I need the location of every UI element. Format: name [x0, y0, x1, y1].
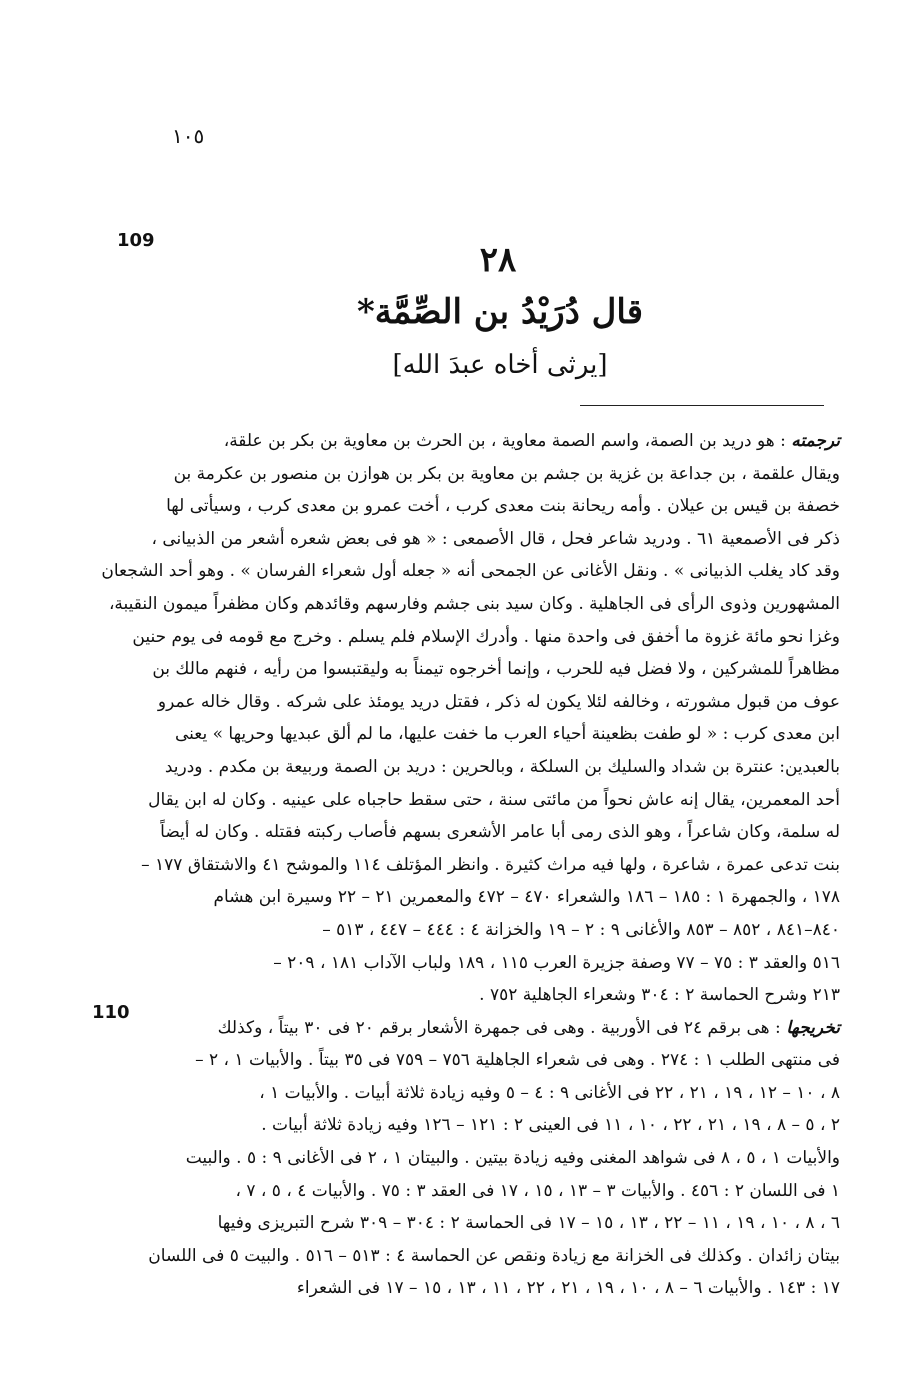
footnote-text: مظاهراً للمشركين ، ولا فضل فيه للحرب ، وإنما أخرجوه تيمناً به وليقتبسوا من رأيه ، فنهم مالك بن	[152, 659, 840, 680]
footnote-text: ابن معدى كرب : « لو طفت بظعينة أحياء العرب ما خفت عليها، ما لم ألق عبديها وحريها » يعنى	[174, 724, 840, 745]
footnote-line	[150, 686, 840, 719]
footnote-line	[150, 914, 840, 947]
footnote-line	[150, 653, 840, 686]
footnote-text: ٨٤٠–٨٤١ ، ٨٥٢ – ٨٥٣ والأغانى ٩ : ٢ – ١٩ والخزانة ٤ : ٤٤٤ – ٤٤٧ ، ٥١٣ –	[322, 919, 840, 940]
footnote-line	[141, 849, 840, 882]
footnote-line	[150, 1207, 840, 1240]
footnote-text: ٢ ، ٥ – ٨ ، ١٩ ، ٢١ ، ٢٢ ، ١٠ ، ١١ فى العينى ٢ : ١٢١ – ١٢٦ وفيه زيادة ثلاثة أبيات .	[261, 1115, 840, 1136]
footnote-text: المشهورين وذوى الرأى فى الجاهلية . وكان سيد بنى جشم وفارسهم وقائدهم وكان مظفراً ميمون النقيبة،	[108, 593, 840, 614]
footnote-text: ٦ ، ٨ ، ١٠ ، ١٩ ، ١١ – ٢٢ ، ١٣ ، ١٥ – ١٧ فى الحماسة ٢ : ٣٠٤ – ٣٠٩ شرح التبريزى وفيها	[217, 1213, 840, 1234]
footnote-text: ويقال علقمة ، بن جداعة بن غزية بن جشم بن معاوية بن بكر بن هوازن بن منصور بن عكرمة بن	[173, 463, 840, 484]
footnote-text: ٥١٦ والعقد ٣ : ٧٥ – ٧٧ وصفة جزيرة العرب ١١٥ ، ١٨٩ ولباب الآداب ١٨١ ، ٢٠٩ –	[273, 952, 840, 973]
footnote-line	[150, 718, 840, 751]
footnote-text: ١٧ : ١٤٣ . والأبيات ٦ – ٨ ، ١٠ ، ١٩ ، ٢١ ، ٢٢ ، ١١ ، ١٣ ، ١٥ – ١٧ فى الشعراء	[296, 1278, 840, 1299]
footnote-text: ٨ ، ١٠ – ١٢ ، ١٩ ، ٢١ ، ٢٢ فى الأغانى ٩ : ٤ – ٥ وفيه زيادة ثلاثة أبيات . والأبيات ١ ،	[259, 1082, 840, 1103]
footnote-text: وقد كاد يغلب الذبيانى » . ونقل الأغانى عن الجمحى أنه « جعله أول شعراء الفرسان » . وهو أحد الشجعان	[101, 561, 840, 582]
original-page-marker: 110	[92, 1002, 130, 1023]
footnote-line	[150, 1109, 840, 1142]
footnote-line	[150, 979, 840, 1012]
footnote-line	[150, 751, 840, 784]
poem-number: ٢٨	[479, 240, 517, 280]
footnote-text: خصفة بن قيس بن عيلان . وأمه ريحانة بنت معدى كرب ، أخت عمرو بن معدى كرب ، وسيأتى لها	[166, 496, 840, 517]
footnote-text: بيتان زائدان . وكذلك فى الخزانة مع زيادة ونقص عن الحماسة ٤ : ٥١٣ – ٥١٦ . والبيت ٥ فى اللسان	[148, 1245, 840, 1266]
footnote-text: والأبيات ١ ، ٥ ، ٨ فى شواهد المغنى وفيه زيادة بيتين . والبيتان ١ ، ٢ فى الأغانى ٩ : ٥ . والبيت	[185, 1148, 840, 1169]
footnote-text: : هى برقم ٢٤ فى الأوربية . وهى فى جمهرة الأشعار برقم ٢٠ فى ٣٠ بيتاً ، وكذلك	[217, 1017, 781, 1038]
section-label: ترجمته	[791, 431, 840, 451]
footnote-rule	[580, 405, 824, 406]
footnote-text: بنت تدعى عمرة ، شاعرة ، ولها فيه مراث كثيرة . وانظر المؤتلف ١١٤ والموشح ٤١ والاشتقاق ١٧٧ –	[141, 854, 840, 875]
footnote-text: بالعبدين: عنترة بن شداد والسليك بن السلكة ، وبالحرين : دريد بن الصمة وربيعة بن مكدم . ودريد	[164, 756, 840, 777]
footnote-text: عوف من قبول مشورته ، وخالفه لئلا يكون له ذكر ، فقتل دريد يومئذ على شركه . وقال خاله عمرو	[157, 691, 840, 712]
footnote-text: : هو دريد بن الصمة، واسم الصمة معاوية ، بن الحرث بن معاوية بن بكر بن علقة،	[223, 431, 786, 451]
footnote-text: ذكر فى الأصمعية ٦١ . ودريد شاعر فحل ، قال الأصمعى : « هو فى بعض شعره أشعر من الذبيانى ،	[151, 528, 840, 549]
section-label: تخريجها	[786, 1017, 840, 1038]
footnote-line	[150, 947, 840, 980]
footnote-text: أحد المعمرين، يقال إنه عاش نحواً من مائتى سنة ، حتى سقط حاجباه على عينيه . وكان له ابن يقال	[148, 789, 840, 810]
original-page-marker: 109	[117, 230, 155, 251]
footnote-line	[150, 1272, 840, 1305]
footnote-line	[150, 1012, 840, 1045]
footnote-line	[150, 458, 840, 491]
footnote-text: له سلمة، وكان شاعراً ، وهو الذى رمى أبا عامر الأشعرى بسهم فأصاب ركبته فقتله . وكان له أيضاً	[160, 822, 840, 843]
footnote-line	[108, 588, 840, 621]
footnote-text: فى منتهى الطلب ١ : ٢٧٤ . وهى فى شعراء الجاهلية ٧٥٦ – ٧٥٩ فى ٣٥ بيتاً . والأبيات ١ ، ٢ –	[195, 1050, 840, 1071]
footnote-line	[150, 1175, 840, 1208]
poem-subtitle: [يرثى أخاه عبدَ الله]	[392, 350, 608, 380]
footnote-line	[150, 816, 840, 849]
footnote-line	[150, 1142, 840, 1175]
footnote-line	[101, 555, 840, 588]
footnote-text: ١٧٨ ، والجمهرة ١ : ١٨٥ – ١٨٦ والشعراء ٤٧٠ – ٤٧٢ والمعمرين ٢١ – ٢٢ وسيرة ابن هشام	[213, 887, 840, 908]
footnote-line	[132, 621, 840, 654]
footnote-text: وغزا نحو مائة غزوة ما أخفق فى واحدة منها . وأدرك الإسلام فلم يسلم . وخرج مع قومه فى يوم حنين	[132, 626, 840, 647]
footnote-line	[150, 523, 840, 556]
footnote-line	[150, 1077, 840, 1110]
poem-title: قال دُرَيْدُ بن الصِّمَّة*	[357, 292, 643, 332]
footnote-line	[150, 1044, 840, 1077]
footnote-line	[150, 881, 840, 914]
page-number: ١٠٥	[172, 124, 205, 148]
footnote-line	[150, 425, 840, 458]
footnote-text: ١ فى اللسان ٢ : ٤٥٦ . والأبيات ٣ – ١٣ ، ١٥ ، ١٧ فى العقد ٣ : ٧٥ . والأبيات ٤ ، ٥ ، ٧ ،	[235, 1180, 840, 1201]
footnote-line	[150, 784, 840, 817]
footnote-text: ٢١٣ وشرح الحماسة ٢ : ٣٠٤ وشعراء الجاهلية ٧٥٢ .	[479, 985, 840, 1006]
footnote-line	[150, 1240, 840, 1273]
footnote-line	[150, 490, 840, 523]
